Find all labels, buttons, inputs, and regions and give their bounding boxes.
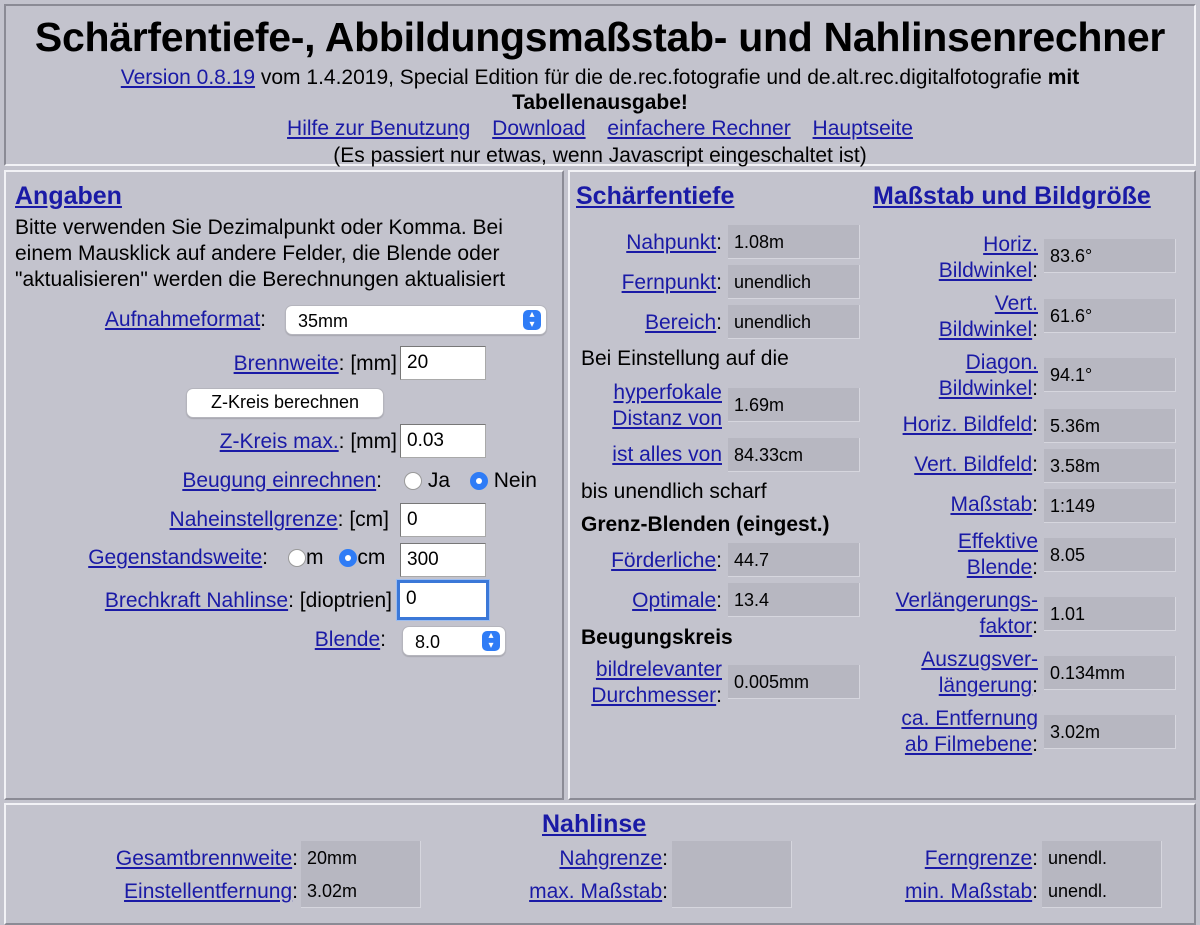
bereich-label-cell: Bereich: xyxy=(644,311,722,334)
blende-row xyxy=(315,627,386,653)
massstab-heading[interactable]: Maßstab und Bildgröße xyxy=(873,182,1151,210)
angaben-panel xyxy=(4,170,564,800)
vert-bildfeld-output: 3.58m xyxy=(1044,449,1176,483)
zkreis-suffix: : [mm] xyxy=(338,430,397,453)
foerderliche-label-cell: Förderliche: xyxy=(611,549,722,572)
bereich-label[interactable]: Bereich xyxy=(644,311,717,334)
gesamtbrennweite-output: 20mm xyxy=(301,841,421,875)
effektive-blende-label-line1[interactable]: Effektive xyxy=(957,530,1038,553)
masstab-row-label: Effektive Blende: xyxy=(957,530,1038,579)
verlaengerungsfaktor-output: 1.01 xyxy=(1044,597,1176,631)
gegenstand-cm-label: cm xyxy=(357,546,386,569)
horiz-bildfeld-output: 5.36m xyxy=(1044,409,1176,443)
fernpunkt-label[interactable]: Fernpunkt xyxy=(621,271,717,294)
beugung-nein-radio[interactable] xyxy=(470,472,488,490)
brennweite-label[interactable]: Brennweite xyxy=(233,352,339,375)
aufnahmeformat-label[interactable]: Aufnahmeformat xyxy=(104,308,261,331)
durchmesser-label-line1[interactable]: bildrelevanter xyxy=(595,658,722,681)
gesamt-label-cell: Gesamtbrennweite: xyxy=(115,847,298,870)
main-page-link[interactable]: Hauptseite xyxy=(812,117,913,140)
download-link[interactable]: Download xyxy=(492,117,586,140)
diagon-bildwinkel-label-line1[interactable]: Diagon. xyxy=(965,351,1038,374)
naheinstell-row xyxy=(170,507,389,533)
min-massstab-label[interactable]: min. Maßstab xyxy=(904,880,1033,903)
entfernung-output: 3.02m xyxy=(1044,715,1176,749)
durchmesser-label-cell: bildrelevanter Durchmesser: xyxy=(591,658,722,707)
optimale-label[interactable]: Optimale xyxy=(632,589,717,612)
durchmesser-output: 0.005mm xyxy=(728,665,860,699)
aufnahmeformat-suffix: : xyxy=(260,308,266,331)
aufnahmeformat-value: 35mm xyxy=(298,311,349,331)
blende-suffix: : xyxy=(380,628,386,651)
blende-label[interactable]: Blende xyxy=(314,628,381,651)
massstab-label[interactable]: Maßstab xyxy=(950,493,1033,516)
max-massstab-label[interactable]: max. Maßstab xyxy=(529,880,663,903)
einstellentfernung-label[interactable]: Einstellentfernung xyxy=(124,880,293,903)
select-arrows-icon: ▴ ▾ xyxy=(482,631,500,651)
verlaengerungsfaktor-label-line1[interactable]: Verlängerungs- xyxy=(895,589,1038,612)
auszugsverlaengerung-label-line2[interactable]: längerung xyxy=(938,674,1033,697)
masstab-row-label: Diagon. Bildwinkel: xyxy=(938,351,1038,400)
maxmass-label-cell: max. Maßstab: xyxy=(529,880,668,903)
aufnahmeformat-select[interactable] xyxy=(285,305,547,335)
header-links xyxy=(6,115,1194,142)
nahpunkt-label[interactable]: Nahpunkt xyxy=(626,231,717,254)
masstab-row-label: Verlängerungs- faktor: xyxy=(895,589,1038,638)
select-arrows-icon: ▴ ▾ xyxy=(523,310,541,330)
einstellentf-label-cell: Einstellentfernung: xyxy=(124,880,298,903)
brennweite-input[interactable]: 20 xyxy=(400,346,486,380)
tabellenausgabe-text: Tabellenausgabe! xyxy=(512,91,688,114)
help-link[interactable]: Hilfe zur Benutzung xyxy=(287,117,471,140)
nahgrenze-output xyxy=(672,841,792,875)
hyperfokal-label-line2[interactable]: Distanz von xyxy=(612,407,722,430)
gegenstand-cm-radio[interactable] xyxy=(339,549,357,567)
page-title: Schärfentiefe-, Abbildungsmaßstab- und Nahlinsenrechner xyxy=(34,14,1166,60)
javascript-note: (Es passiert nur etwas, wenn Javascript eingeschaltet ist) xyxy=(333,144,867,167)
nahlinse-panel xyxy=(4,803,1196,925)
auszugsverlaengerung-label-line1[interactable]: Auszugsver- xyxy=(921,648,1038,671)
nahgrenze-label-cell: Nahgrenze: xyxy=(559,847,668,870)
naheinstell-suffix: : [cm] xyxy=(337,508,389,531)
optimale-label-cell: Optimale: xyxy=(632,589,722,612)
nahpunkt-label-cell: Nahpunkt: xyxy=(626,231,722,254)
brechkraft-input[interactable]: 0 xyxy=(397,580,489,620)
version-text: vom 1.4.2019, Special Edition für die de.rec.fotografie und de.alt.rec.digitalfotografie xyxy=(255,66,1048,89)
verlaengerungsfaktor-label-line2[interactable]: faktor xyxy=(979,615,1033,638)
nahlinse-heading[interactable]: Nahlinse xyxy=(542,810,647,838)
brechkraft-suffix: : [dioptrien] xyxy=(288,589,392,612)
ferngrenze-label-cell: Ferngrenze: xyxy=(924,847,1038,870)
angaben-intro: Bitte verwenden Sie Dezimalpunkt oder Komma. Bei einem Mausklick auf andere Felder, die Blende oder "aktualisieren" werden die Berechnungen aktualisiert xyxy=(15,216,506,291)
masstab-row-label: Horiz. Bildfeld: xyxy=(902,413,1038,436)
gegenstand-row xyxy=(88,545,268,571)
schaerfentiefe-heading[interactable]: Schärfentiefe xyxy=(576,182,735,210)
header-panel xyxy=(4,4,1196,166)
horiz-bildwinkel-label-line2[interactable]: Bildwinkel xyxy=(938,259,1033,282)
version-bold: mit xyxy=(1047,66,1080,89)
gegenstand-m-radio[interactable] xyxy=(288,549,306,567)
masstab-row-label: Vert. Bildfeld: xyxy=(914,453,1038,476)
fernpunkt-output: unendlich xyxy=(728,265,860,299)
hyperfokal-label-line1[interactable]: hyperfokale xyxy=(613,381,722,404)
ferngrenze-label[interactable]: Ferngrenze xyxy=(924,847,1033,870)
gegenstand-label[interactable]: Gegenstandsweite xyxy=(88,546,263,569)
beugung-ja-radio[interactable] xyxy=(404,472,422,490)
einstellung-text: Bei Einstellung auf die xyxy=(581,347,789,370)
zkreis-input[interactable]: 0.03 xyxy=(400,424,486,458)
effektive-blende-output: 8.05 xyxy=(1044,538,1176,572)
angaben-heading[interactable]: Angaben xyxy=(15,182,122,210)
zkreis-berechnen-button[interactable]: Z-Kreis berechnen xyxy=(186,388,384,418)
beugung-ja-label: Ja xyxy=(427,469,451,492)
masstab-row-label: Vert. Bildwinkel: xyxy=(938,292,1038,341)
brennweite-suffix: : [mm] xyxy=(338,352,397,375)
bereich-output: unendlich xyxy=(728,305,860,339)
hyperfokal-output: 1.69m xyxy=(728,388,860,422)
durchmesser-label-line2[interactable]: Durchmesser xyxy=(591,684,717,707)
beugung-suffix: : xyxy=(376,469,382,492)
foerderliche-output: 44.7 xyxy=(728,543,860,577)
horiz-bildwinkel-output: 83.6° xyxy=(1044,239,1176,273)
beugung-row xyxy=(182,468,382,494)
beugungskreis-heading: Beugungskreis xyxy=(581,626,733,649)
beugung-label[interactable]: Beugung einrechnen xyxy=(182,469,377,492)
masstab-row-label: ca. Entfernung ab Filmebene: xyxy=(901,707,1038,756)
foerderliche-label[interactable]: Förderliche xyxy=(611,549,717,572)
version-line xyxy=(6,64,1194,91)
vert-bildwinkel-label-line2[interactable]: Bildwinkel xyxy=(938,318,1033,341)
einstellentfernung-output: 3.02m xyxy=(301,874,421,908)
masstab-row-label: Maßstab: xyxy=(950,493,1038,516)
blende-value: 8.0 xyxy=(415,632,441,652)
entfernung-label-line1[interactable]: ca. Entfernung xyxy=(901,707,1038,730)
diagon-bildwinkel-output: 94.1° xyxy=(1044,358,1176,392)
effektive-blende-label-line2[interactable]: Blende xyxy=(966,556,1033,579)
naheinstell-input[interactable]: 0 xyxy=(400,503,486,537)
vert-bildwinkel-output: 61.6° xyxy=(1044,299,1176,333)
auszugsverlaengerung-output: 0.134mm xyxy=(1044,656,1176,690)
ferngrenze-output: unendl. xyxy=(1042,841,1162,875)
nahpunkt-output: 1.08m xyxy=(728,225,860,259)
gesamtbrennweite-label[interactable]: Gesamtbrennweite xyxy=(115,847,293,870)
gegenstand-m-label: m xyxy=(306,546,324,569)
bisunendlich-text: bis unendlich scharf xyxy=(581,480,767,503)
grenzblenden-heading: Grenz-Blenden (eingest.) xyxy=(581,513,830,536)
hyperfokal-label-cell xyxy=(570,380,722,432)
naheinstell-label[interactable]: Naheinstellgrenze xyxy=(169,508,338,531)
massstab-output: 1:149 xyxy=(1044,489,1176,523)
gegenstand-suffix: : xyxy=(262,546,268,569)
zkreis-label[interactable]: Z-Kreis max. xyxy=(219,430,339,453)
brechkraft-label[interactable]: Brechkraft Nahlinse xyxy=(104,589,289,612)
horiz-bildwinkel-label-line1[interactable]: Horiz. xyxy=(983,233,1038,256)
minmass-label-cell: min. Maßstab: xyxy=(904,880,1038,903)
fernpunkt-label-cell: Fernpunkt: xyxy=(621,271,722,294)
zkreis-row xyxy=(220,429,397,455)
nahgrenze-label[interactable]: Nahgrenze xyxy=(559,847,663,870)
beugung-nein-label: Nein xyxy=(493,469,537,492)
version-link[interactable]: Version 0.8.19 xyxy=(120,66,256,89)
masstab-row-label: Horiz. Bildwinkel: xyxy=(938,233,1038,282)
gegenstand-options xyxy=(288,545,385,571)
horiz-bildfeld-label[interactable]: Horiz. Bildfeld xyxy=(902,413,1033,436)
brechkraft-row xyxy=(105,588,392,614)
gegenstand-input[interactable]: 300 xyxy=(400,543,486,577)
entfernung-label-line2[interactable]: ab Filmebene xyxy=(904,733,1033,756)
min-massstab-output: unendl. xyxy=(1042,874,1162,908)
results-panel xyxy=(568,170,1196,800)
masstab-row-label: Auszugsver- längerung: xyxy=(921,648,1038,697)
allesvon-output: 84.33cm xyxy=(728,438,860,472)
diagon-bildwinkel-label-line2[interactable]: Bildwinkel xyxy=(938,377,1033,400)
simple-calculator-link[interactable]: einfachere Rechner xyxy=(607,117,791,140)
vert-bildfeld-label[interactable]: Vert. Bildfeld xyxy=(914,453,1033,476)
beugung-options xyxy=(404,468,537,494)
allesvon-label-cell xyxy=(570,442,722,468)
brennweite-row xyxy=(234,351,397,377)
aufnahmeformat-label-row xyxy=(105,307,266,333)
max-massstab-output xyxy=(672,874,792,908)
blende-select[interactable] xyxy=(402,626,506,656)
allesvon-label[interactable]: ist alles von xyxy=(612,443,722,466)
vert-bildwinkel-label-line1[interactable]: Vert. xyxy=(994,292,1038,315)
optimale-output: 13.4 xyxy=(728,583,860,617)
